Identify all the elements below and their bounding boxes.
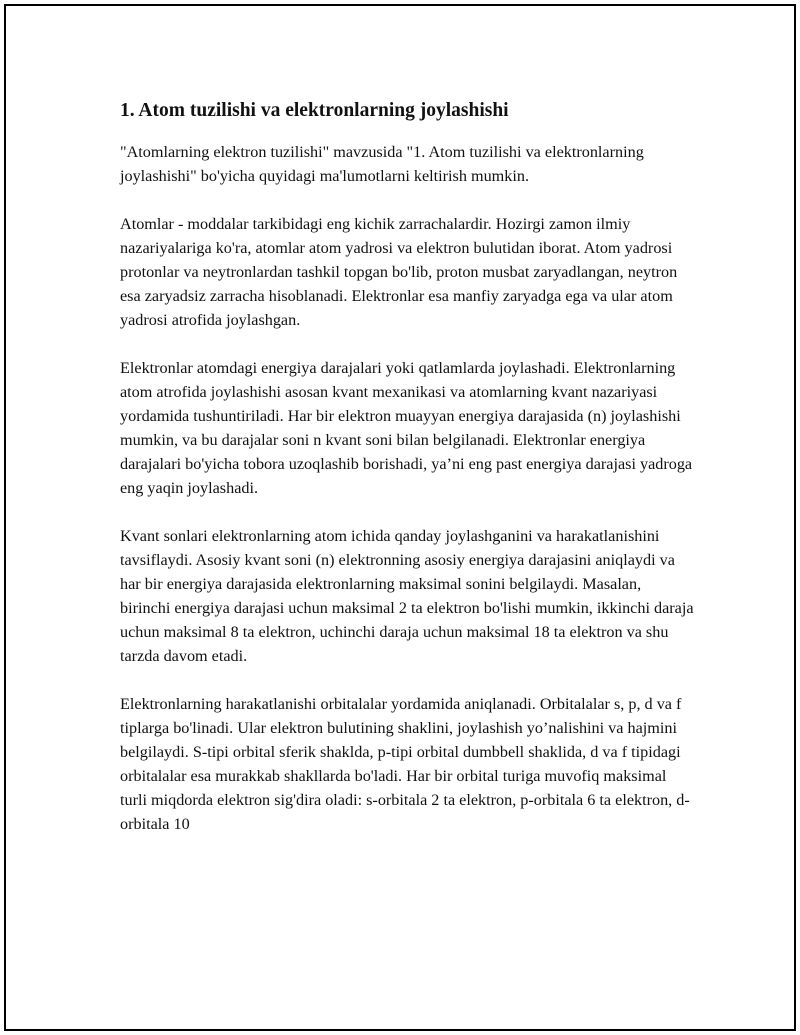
paragraph-orbitals: Elektronlarning harakatlanishi orbitalalar yordamida aniqlanadi. Orbitalalar s, p, d va f tiplarga bo'linadi. Ular elektron bulutining shaklini, joylashish yo’nalishini va hajmini belgilaydi. S-tipi orbital sferik shaklda, p-tipi orbital dumbbell shaklida, d va f tipidagi orbitalalar esa murakkab shakllarda bo'ladi. Har bir orbital turiga muvofiq maksimal turli miqdorda elektron sig'dira oladi: s-orbitala 2 ta elektron, p-orbitala 6 ta elektron, d-orbitala 10 bbox=[120, 695, 690, 833]
paragraph-intro: "Atomlarning elektron tuzilishi" mavzusida "1. Atom tuzilishi va elektronlarning joylashishi" bo'yicha quyidagi ma'lumotlarni keltirish mumkin. bbox=[120, 143, 644, 185]
page-frame bbox=[4, 4, 796, 1031]
paragraph-quantum-numbers: Kvant sonlari elektronlarning atom ichida qanday joylashganini va harakatlanishini tavsiflaydi. Asosiy kvant soni (n) elektronning asosiy energiya darajasini aniqlaydi va har bir energiya darajasida elektronlarning maksimal sonini belgilaydi. Masalan, birinchi energiya darajasi uchun maksimal 2 ta elektron bo'lishi mumkin, ikkinchi daraja uchun maksimal 8 ta elektron, uchinchi daraja uchun maksimal 18 ta elektron va shu tarzda davom etadi. bbox=[120, 527, 694, 665]
paragraph-energy-levels: Elektronlar atomdagi energiya darajalari yoki qatlamlarda joylashadi. Elektronlarning atom atrofida joylashishi asosan kvant mexanikasi va atomlarning kvant nazariyasi yordamida tushuntiriladi. Har bir elektron muayyan energiya darajasida (n) joylashishi mumkin, va bu darajalar soni n kvant soni bilan belgilanadi. Elektronlar energiya darajalari bo'yicha tobora uzoqlashib borishadi, ya’ni eng past energiya darajasi yadroga eng yaqin joylashadi. bbox=[120, 359, 693, 497]
section-heading: 1. Atom tuzilishi va elektronlarning joylashishi bbox=[120, 100, 509, 121]
paragraph-atoms: Atomlar - moddalar tarkibidagi eng kichik zarrachalardir. Hozirgi zamon ilmiy nazariyalariga ko'ra, atomlar atom yadrosi va elektron bulutidan iborat. Atom yadrosi protonlar va neytronlardan tashkil topgan bo'lib, proton musbat zaryadlangan, neytron esa zaryadsiz zarracha hisoblanadi. Elektronlar esa manfiy zaryadga ega va ular atom yadrosi atrofida joylashgan. bbox=[120, 215, 678, 329]
document-body bbox=[120, 98, 695, 860]
